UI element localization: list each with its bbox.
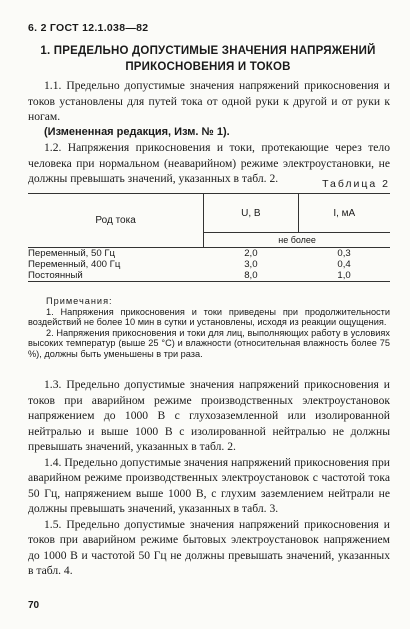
table-label: Таблица 2 [322, 178, 390, 190]
cell-i: 1,0 [298, 270, 390, 282]
section-title: 1. ПРЕДЕЛЬНО ДОПУСТИМЫЕ ЗНАЧЕНИЯ НАПРЯЖЕНИЙ ПРИКОСНОВЕНИЯ И ТОКОВ [40, 45, 376, 73]
col-header-u: U, В [204, 194, 298, 233]
table-notes [28, 296, 390, 360]
table-row [28, 248, 390, 260]
cell-u: 3,0 [244, 259, 258, 270]
col-header-kind: Род тока [28, 194, 204, 248]
table-header-row [28, 194, 390, 233]
note-2: 2. Напряжения прикосновения и токи для лиц, выполняющих работу в условиях высоких температур (выше 25 °С) и влажности (относительная влажность более 75 %), должны быть уменьшены в три раза. [28, 327, 390, 359]
paragraph-1-5-text: 1.5. Предельно допустимые значения напряжений прикосновения и токов при аварийном режиме бытовых электроустановок напряжением до 1000 В и частотой 50 Гц не должны превышать значений, указанных в табл. 4. [28, 517, 390, 577]
paragraph-1-3-text: 1.3. Предельно допустимые значения напряжений прикосновения и токов при аварийном режиме производственных электроустановок напряжением до 1000 В с глухозаземленной или изолированной нейтралью и выше 1000 В с изолированной нейтралью не должны превышать значений, указанных в табл. 2. [28, 378, 390, 453]
col-header-i: I, мА [298, 194, 390, 233]
cell-u: 2,0 [244, 248, 258, 259]
table-row [28, 270, 390, 282]
cell-kind: Переменный, 50 Гц [28, 248, 116, 259]
paragraph-1-1 [28, 78, 390, 187]
cell-kind: Переменный, 400 Гц [28, 259, 121, 270]
page-header: 6. 2 ГОСТ 12.1.038—82 [28, 22, 149, 34]
paragraph-1-1-text: 1.1. Предельно допустимые значения напряжений прикосновения и токов установлены для путей тока от одной руки к другой и от руки к ногам. [28, 79, 390, 123]
note-1: 1. Напряжения прикосновения и токи приведены при продолжительности воздействий не более 10 мин в сутки и установлены, исходя из реакции ощущения. [28, 306, 390, 328]
cell-kind: Постоянный [28, 270, 204, 282]
cell-i: 0,3 [337, 248, 351, 259]
notes-title: Примечания: [46, 296, 113, 306]
cell-i: 0,4 [337, 259, 351, 270]
paragraph-1-2-text: 1.2. Напряжения прикосновения и токи, протекающие через тело человека при нормальном (неаварийном) режиме электроустановки, не должны превышать значений, указанных в табл. 2. [28, 141, 390, 185]
col-subheader: не более [204, 233, 390, 248]
page-number: 70 [28, 600, 40, 611]
cell-u: 8,0 [204, 270, 298, 282]
paragraph-1-4-text: 1.4. Предельно допустимые значения напряжений прикосновения при аварийном режиме производственных электроустановок с частотой тока 50 Гц, напряжением выше 1000 В, с глухим заземлением нейтрали не должны превышать значений, указанных в табл. 3. [28, 455, 390, 515]
table-row [28, 259, 390, 270]
paragraphs-1-3-to-1-5 [28, 377, 390, 579]
edition-note: (Измененная редакция, Изм. № 1). [44, 125, 230, 138]
table-2 [28, 193, 390, 282]
